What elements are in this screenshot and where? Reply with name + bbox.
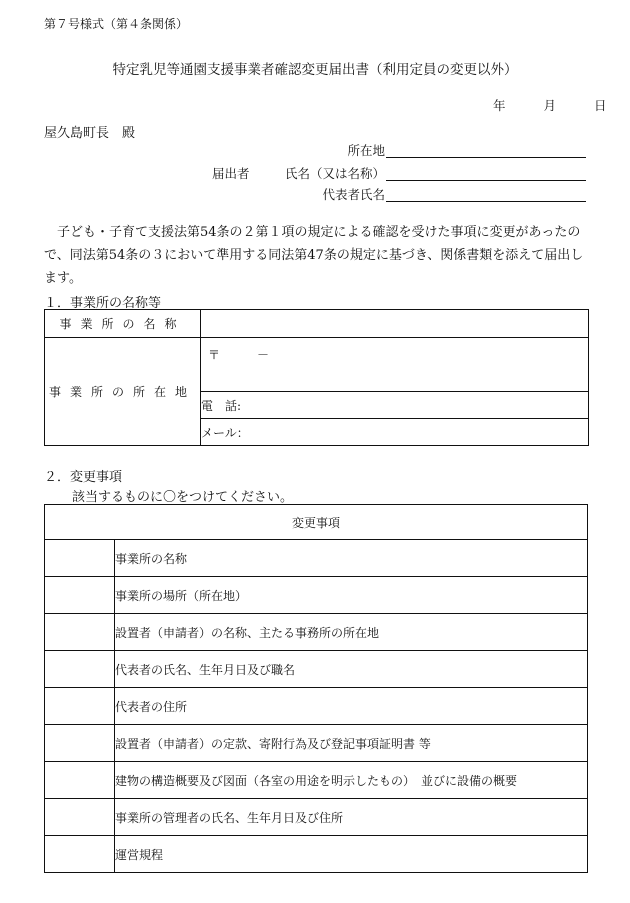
- check-cell-2[interactable]: [45, 577, 115, 614]
- body-text: 子ども・子育て支援法第54条の２第１項の規定による確認を受けた事項に変更があったので、同法第54条の３において準用する同法第47条の規定に基づき、関係書類を添えて届出します。: [44, 225, 584, 286]
- postal-mark: 〒: [208, 348, 221, 362]
- check-cell-4[interactable]: [45, 651, 115, 688]
- mail-label: メール：: [201, 425, 249, 440]
- check-cell-3[interactable]: [45, 614, 115, 651]
- facility-table: [44, 309, 589, 446]
- change-item-6: 設置者（申請者）の定款、寄附行為及び登記事項証明書 等: [115, 725, 588, 762]
- form-number: 第７号様式（第４条関係）: [44, 17, 189, 31]
- change-item-8: 事業所の管理者の氏名、生年月日及び住所: [115, 799, 588, 836]
- change-item-5: 代表者の住所: [115, 688, 588, 725]
- facility-phone-cell[interactable]: [201, 392, 589, 419]
- date-line: [493, 96, 606, 114]
- phone-label: 電 話:: [201, 398, 242, 413]
- check-cell-8[interactable]: [45, 799, 115, 836]
- name-line[interactable]: [386, 180, 586, 181]
- postal-dash: －: [257, 348, 270, 362]
- representative-label: 代表者氏名: [322, 187, 385, 202]
- representative-line[interactable]: [386, 201, 586, 202]
- form-title: 特定乳児等通園支援事業者確認変更届出書（利用定員の変更以外）: [112, 62, 518, 78]
- facility-name-label: 事業所の名称: [45, 310, 201, 338]
- facility-mail-cell[interactable]: [201, 419, 589, 446]
- check-cell-1[interactable]: [45, 540, 115, 577]
- section1-heading: １．事業所の名称等: [44, 296, 162, 311]
- facility-location-label: 事業所の所在地: [45, 338, 201, 446]
- change-item-3: 設置者（申請者）の名称、主たる事務所の所在地: [115, 614, 588, 651]
- name-field[interactable]: [0, 164, 630, 184]
- address-line[interactable]: [386, 157, 586, 158]
- representative-field[interactable]: [0, 185, 630, 205]
- check-cell-7[interactable]: [45, 762, 115, 799]
- name-label: 氏名（又は名称）: [284, 166, 385, 181]
- year-label: 年: [493, 98, 506, 113]
- facility-name-input[interactable]: [201, 310, 589, 338]
- change-item-2: 事業所の場所（所在地）: [115, 577, 588, 614]
- change-item-7: 建物の構造概要及び図面（各室の用途を明示したもの） 並びに設備の概要: [115, 762, 588, 799]
- section2-instruction: 該当するものに〇をつけてください。: [72, 490, 294, 505]
- check-cell-9[interactable]: [45, 836, 115, 873]
- month-label: 月: [543, 98, 556, 113]
- notifier-label: 届出者: [212, 166, 250, 181]
- changes-table: [44, 504, 588, 873]
- section2-heading: ２．変更事項: [44, 470, 123, 485]
- changes-table-header: 変更事項: [45, 505, 588, 540]
- change-item-9: 運営規程: [115, 836, 588, 873]
- day-label: 日: [593, 98, 607, 113]
- check-cell-6[interactable]: [45, 725, 115, 762]
- facility-postal-cell[interactable]: [201, 338, 589, 392]
- address-label: 所在地: [347, 143, 385, 158]
- change-item-4: 代表者の氏名、生年月日及び職名: [115, 651, 588, 688]
- change-item-1: 事業所の名称: [115, 540, 588, 577]
- addressee: 屋久島町長 殿: [44, 126, 136, 141]
- address-field[interactable]: [0, 141, 630, 161]
- check-cell-5[interactable]: [45, 688, 115, 725]
